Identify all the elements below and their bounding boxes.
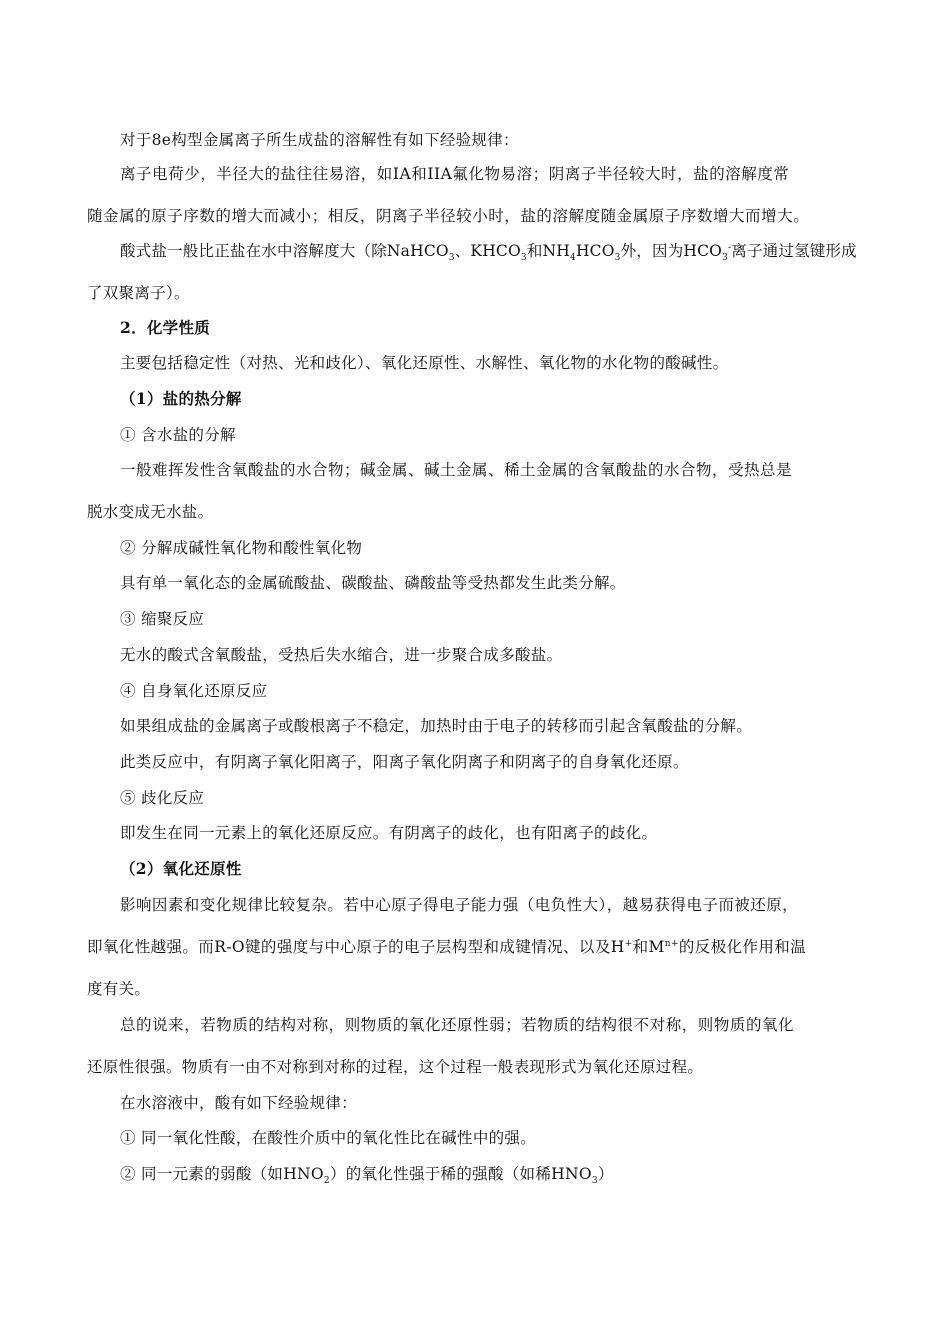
paragraph-symmetry-line1 — [120, 1015, 794, 1035]
paragraph-main-properties — [120, 353, 728, 373]
superscript: n+ — [664, 938, 679, 949]
text: 影响因素和变化规律比较复杂。若中心原子得电子能力强（电负性大），越易获得电子而被还原， — [120, 896, 799, 914]
text: 随金属的原子序数的增大而减小；相反，阴离子半径较小时，盐的溶解度随金属原子序数增大而增大。 — [87, 207, 810, 225]
text: 度有关。 — [87, 980, 151, 998]
text: HCO — [575, 242, 615, 260]
paragraph-solubility-rules-intro — [120, 130, 519, 150]
list-item-acid-rule-2 — [120, 1164, 614, 1187]
text: ① 含水盐的分解 — [120, 426, 236, 444]
subscript: 3 — [722, 253, 729, 264]
text: 在水溶液中，酸有如下经验规律： — [120, 1094, 358, 1112]
paragraph-unstable-ions — [120, 716, 752, 736]
list-item-acid-rule-1 — [120, 1128, 536, 1148]
text: 脱水变成无水盐。 — [87, 503, 214, 521]
list-item-condensation — [120, 609, 204, 629]
list-item-self-redox — [120, 681, 267, 701]
subscript: 3 — [591, 1176, 598, 1187]
text: ① 同一氧化性酸，在酸性介质中的氧化性比在碱性中的强。 — [120, 1129, 537, 1147]
text: （1）盐的热分解 — [120, 389, 242, 408]
text: 还原性很强。物质有一由不对称到对称的过程，这个过程一般表现形式为氧化还原过程。 — [87, 1058, 704, 1076]
text: 一般难挥发性含氧酸盐的水合物；碱金属、碱土金属、稀土金属的含氧酸盐的水合物，受热总是 — [120, 461, 793, 479]
paragraph-disproportionation-def — [120, 823, 657, 843]
paragraph-reaction-types — [120, 752, 689, 772]
subscript: 2 — [323, 1176, 330, 1187]
text: 外，因为HCO — [620, 242, 723, 260]
text: （2）氧化还原性 — [120, 859, 242, 878]
paragraph-ion-charge-line1 — [120, 164, 789, 184]
subsection-heading-thermal-decomposition — [120, 389, 242, 409]
text: ⑤ 歧化反应 — [120, 789, 205, 807]
subscript: 4 — [570, 253, 576, 264]
text: ② 同一元素的弱酸（如HNO — [120, 1165, 324, 1183]
text: 无水的酸式含氧酸盐，受热后失水缩合，进一步聚合成多酸盐。 — [120, 646, 563, 664]
text: 、KHCO — [454, 242, 521, 260]
paragraph-influencing-factors-line3 — [87, 979, 150, 999]
text: ） — [597, 1165, 614, 1183]
text: 离子通过氢键形成 — [731, 242, 857, 260]
text: 2．化学性质 — [120, 318, 211, 337]
text: 的反极化作用和温 — [678, 938, 807, 956]
subscript: 3 — [520, 253, 527, 264]
superscript: + — [624, 938, 633, 949]
text: 对于8e构型金属离子所生成盐的溶解性有如下经验规律： — [120, 131, 519, 149]
subscript: 3 — [614, 253, 621, 264]
paragraph-symmetry-line2 — [87, 1057, 703, 1077]
text: ）的氧化性强于稀的强酸（如稀HNO — [329, 1165, 592, 1183]
text: 和M — [632, 938, 665, 956]
paragraph-hydrate-line2 — [87, 502, 213, 522]
text: 和NH — [526, 242, 571, 260]
text: 具有单一氧化态的金属硫酸盐、碳酸盐、磷酸盐等受热都发生此类分解。 — [120, 574, 626, 592]
text: ③ 缩聚反应 — [120, 610, 205, 628]
subscript: 3 — [448, 253, 455, 264]
text: ② 分解成碱性氧化物和酸性氧化物 — [120, 539, 363, 557]
paragraph-influencing-factors-line2 — [87, 937, 806, 957]
text: 总的说来，若物质的结构对称，则物质的氧化还原性弱；若物质的结构很不对称，则物质的氧化 — [120, 1016, 795, 1034]
list-item-basic-acidic-oxides — [120, 538, 362, 558]
list-item-hydrate-decomposition — [120, 425, 236, 445]
text: 即发生在同一元素上的氧化还原反应。有阴离子的歧化，也有阳离子的歧化。 — [120, 824, 658, 842]
text: 酸式盐一般比正盐在水中溶解度大（除NaHCO — [120, 242, 449, 260]
paragraph-single-oxidation-state — [120, 573, 626, 593]
paragraph-aqueous-rules-intro — [120, 1093, 357, 1113]
superscript: - — [728, 242, 732, 253]
text: 如果组成盐的金属离子或酸根离子不稳定，加热时由于电子的转移而引起含氧酸盐的分解。 — [120, 717, 753, 735]
text: 即氧化性越强。而R-O键的强度与中心原子的电子层构型和成键情况、以及H — [87, 938, 625, 956]
paragraph-anhydrous-acid-salt — [120, 645, 562, 665]
text: 了双聚离子）。 — [87, 284, 190, 302]
paragraph-ion-charge-line2 — [87, 206, 809, 226]
text: 主要包括稳定性（对热、光和歧化）、氧化还原性、水解性、氧化物的水化物的酸碱性。 — [120, 354, 729, 372]
text: 此类反应中，有阴离子氧化阳离子，阳离子氧化阴离子和阴离子的自身氧化还原。 — [120, 753, 689, 771]
subsection-heading-redox — [120, 859, 242, 879]
list-item-disproportionation — [120, 788, 204, 808]
paragraph-influencing-factors-line1 — [120, 895, 798, 915]
paragraph-acid-salt-line2 — [87, 283, 190, 303]
paragraph-acid-salt-line1 — [120, 241, 857, 264]
section-heading-chemical-properties — [120, 318, 210, 338]
text: 离子电荷少，半径大的盐往往易溶，如IA和IIA氟化物易溶；阴离子半径较大时，盐的溶解度常 — [120, 165, 790, 183]
paragraph-hydrate-line1 — [120, 460, 792, 480]
text: ④ 自身氧化还原反应 — [120, 682, 268, 700]
